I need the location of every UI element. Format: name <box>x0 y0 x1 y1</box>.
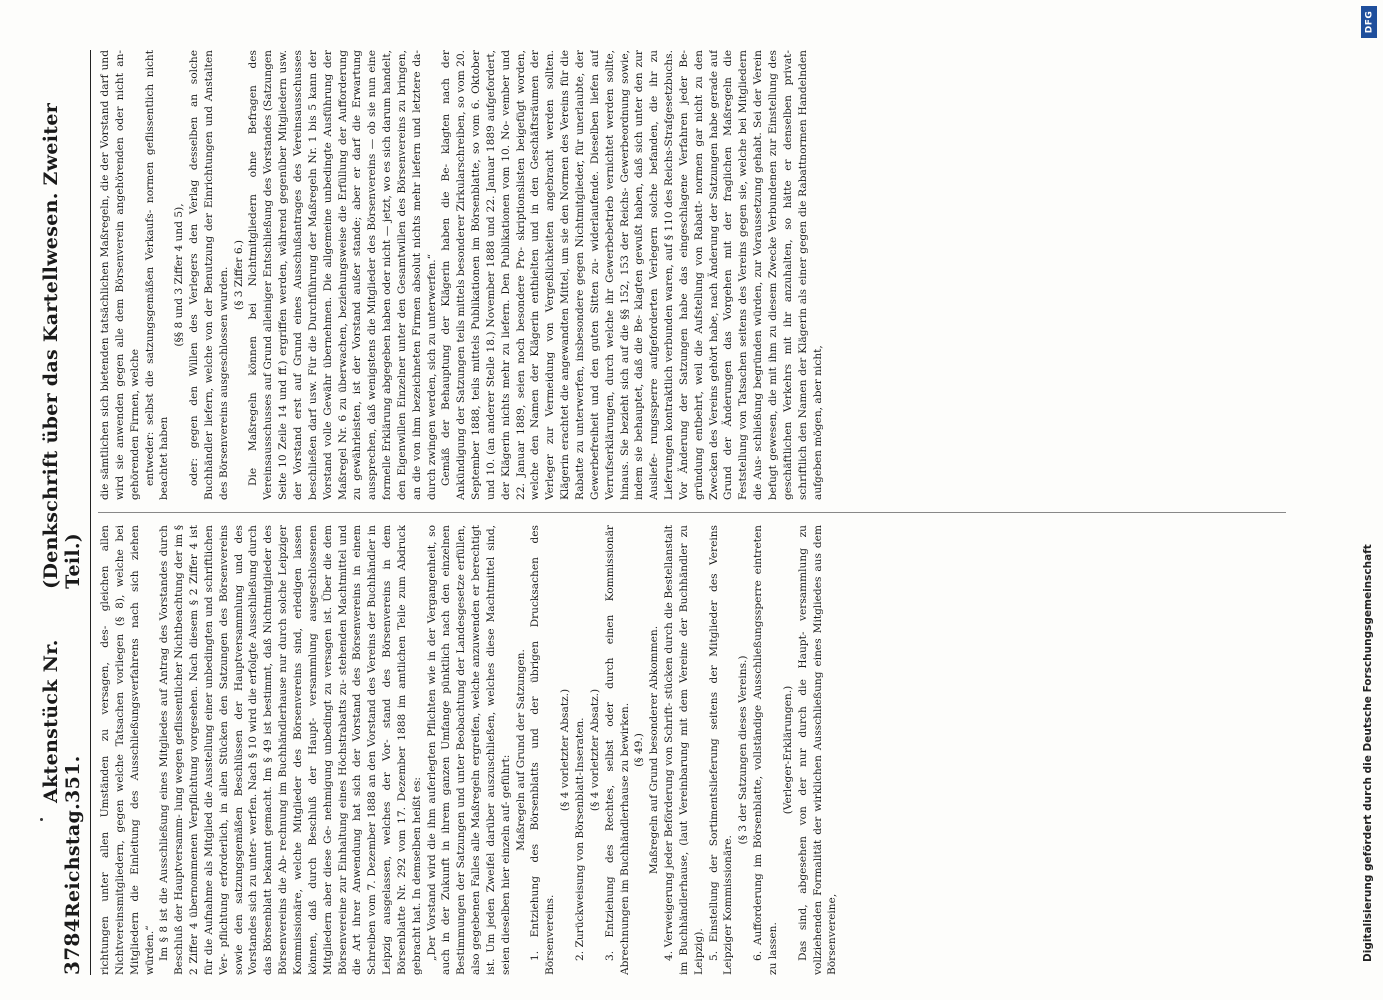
paragraph: Maßregeln auf Grund der Satzungen. <box>514 649 527 851</box>
paragraph: (§ 4 vorletzter Absatz.) <box>588 688 601 812</box>
paragraph: Maßregeln auf Grund besonderer Abkommen. <box>648 625 661 875</box>
rotated-page-content <box>40 50 1290 975</box>
page-header <box>40 50 84 975</box>
paragraph: (§ 3 Ziffer 6.) <box>232 239 245 311</box>
paragraph: 6. Aufforderung im Börsenblatte, vollständige Ausschließungssperre eintreten zu lassen. <box>752 525 779 975</box>
paragraph: (§§ 8 und 3 Ziffer 4 und 5), <box>173 203 186 347</box>
header-rule <box>90 50 91 975</box>
paragraph: 2. Zurückweisung von Börsenblatt-Inseraten. <box>574 717 586 961</box>
header-right-title: (Denkschrift über das Kartellwesen. Zweiter Teil.) <box>40 102 84 589</box>
left-column <box>98 525 1286 975</box>
dfg-logo-text: DFG <box>1364 10 1375 34</box>
scan-speck <box>40 818 43 821</box>
paragraph: Gemäß der Behauptung der Klägerin haben die Be- klagten nach der Ankündigung der Satzungen teils mittels besonderer Zirkularschreiben, so vom 20. September 1888, teils mittels Publikationen im Börsenblatte, so vom 6. Oktober und 10. (an anderer Stelle 18.) November 1888 und 22. Januar 1889 aufgefordert, der Klägerin nichts mehr zu liefern. Den Publikationen vom 10. No- vember und 22. Januar 1889, seien noch besondere Pro- skriptionslisten beigefügt worden, welche den Namen der Klägerin enthielten und in den Geschäftsräumen der Verleger zur Vermeidung von Vergeßlichkeiten angebracht werden sollten. Klägerin erachtet die angewandten Mittel, um sie den Normen des Vereins für die Rabatte zu unterwerfen, insbesondere gegen Nichtmitglieder, für unerlaubte, der Gewerbefreiheit und den guten Sitten zu- widerlaufende. Dieselben liefen auf Verrufserklärungen, durch welche ihr Gewerbebetrieb vernichtet werden sollte, hinaus. Sie bezieht sich auf die §§ 152, 153 der Reichs- Gewerbeordnung sowie, indem sie behauptet, daß die Be- klagten gewußt haben, daß sich unter den zur Ausliefe- rungssperre aufgeforderten Verlegern solche befanden, die ihr zu Lieferungen kontraktlich verbunden waren, auf § 110 des Reichs-Strafgesetzbuchs. Vor Änderung der Satzungen habe das eingeschlagene Verfahren jeder Be- gründung entbehrt, weil die Aufstellung von Rabatt- normen gar nicht zu den Zwecken des Vereins gehört habe, nach Änderung der Satzungen habe gerade auf Grund der Änderungen das Vorgehen mit der fraglichen Maßregeln die Feststellung von Tatsachen seitens des Vereins gegen sie, welche bei Mitgliedern die Aus- schließung begründen würden, zur Voraussetzung gehabt. Sei der Verein befugt gewesen, die mit ihm zu diesem Zwecke Verbundenen zur Einstellung des geschäftlichen Verkehrs mit ihr anzuhalten, so hätte er denselben privat- schriftlich den Namen der Klägerin als einer gegen die Rabattnormen Handelnden aufgeben mögen, aber nicht, <box>440 50 824 500</box>
paragraph: 4. Verweigerung jeder Beförderung von Schrift- stücken durch die Bestellanstalt im Buchhändlerhause, (laut Vereinbarung mit dem Vereine der Buchhändler zu Leipzig). <box>663 525 705 975</box>
paragraph: entweder: selbst die satzungsgemäßen Verkaufs- normen geflissentlich nicht beachtet haben <box>143 50 171 500</box>
paragraph: (§ 4 vorletzter Absatz.) <box>559 688 572 812</box>
paragraph: (§ 3 der Satzungen dieses Vereins.) <box>737 655 750 845</box>
header-center-title: Aktenstück Nr. 351. <box>40 639 84 803</box>
paragraph: „Der Vorstand wird die ihm auferlegten Pflichten wie in der Vergangenheit, so auch in der Zukunft in ihrem ganzen Umfange pünktlich nach den einzelnen Bestimmungen der Satzungen und unter Beobachtung der Landesgesetze erfüllen, also gegebenen Falles alle Maßregeln ergreifen, welche anzuwenden er berechtigt ist. Um jeden Zweifel darüber auszuschließen, welches diese Machtmittel sind, seien dieselben hier einzeln auf- geführt: <box>425 525 512 975</box>
column-divider <box>98 512 1286 513</box>
right-column <box>98 50 1286 500</box>
paragraph: 1. Entziehung des Börsenblatts und der übrigen Drucksachen des Börsenvereins. <box>529 525 557 975</box>
paragraph: die sämtlichen sich bietenden tatsächlichen Maßregeln, die der Vorstand darf und wird sie anwenden gegen alle dem Börsenverein angehörenden oder nicht an- gehörenden Firmen, welche <box>99 50 141 500</box>
digitization-credit: Digitalisierung gefördert durch die Deutsche Forschungsgemeinschaft <box>1362 544 1374 962</box>
paragraph: Die Maßregeln können bei Nichtmitgliedern ohne Befragen des Vereinsausschusses auf Grund alleiniger Entschließung des Vorstandes (Satzungen Seite 10 Zeile 14 und ff.) ergriffen werden, während gegenüber Mitgliedern usw. der Vorstand erst auf Grund eines Ausschußantrages des Vereinsausschusses beschließen darf usw. Für die Durchführung der Maßregeln Nr. 1 bis 5 kann der Vorstand volle Gewähr übernehmen. Die allgemeine unbedingte Ausführung der Maßregel Nr. 6 zu überwachen, beziehungsweise die Erfüllung der Aufforderung zu gewährleisten, ist der Vorstand außer stande; aber er darf die Erwartung aussprechen, daß wenigstens die Mitglieder des Börsenvereins — ob sie nun eine formelle Erklärung abgegeben haben oder nicht — jetzt, wo es sich darum handelt, den Eigenwillen Einzelner unter den Gesamtwillen des Börsenvereins zu bringen, an die von ihm bezeichneten Firmen absolut nichts mehr liefern und letztere da- durch zwingen werden, sich zu unterwerfen.“ <box>247 50 438 500</box>
header-left-title: Reichstag. <box>62 802 84 919</box>
paragraph: richtungen unter allen Umständen zu versagen, des- gleichen allen Nichtvereinsmitgliedern, gegen welche Tatsachen vorliegen (§ 8), welche bei Mitgliedern die Einleitung des Ausschließungsverfahrens nach sich ziehen würden.“ <box>99 525 156 975</box>
paragraph: Das sind, abgesehen von der nur durch die Haupt- versammlung zu vollziehenden Formalität der wirklichen Ausschließung eines Mitgliedes aus dem Börsenvereine, <box>796 525 839 975</box>
paragraph: 3. Entziehung des Rechtes, selbst oder durch einen Kommissionär Abrechnungen im Buchhändlerhause zu bewirken. <box>603 525 631 975</box>
paragraph: oder: gegen den Willen des Verlegers den Verlag desselben an solche Buchhändler liefern, welche von der Benutzung der Einrichtungen und Anstalten des Börsenvereins ausgeschlossen wurden. <box>188 50 230 500</box>
paragraph: Im § 8 ist die Ausschließung eines Mitgliedes auf Antrag des Vorstandes durch Beschluß der Hauptversamm- lung wegen geflissentlicher Nichtbeachtung der im § 2 Ziffer 4 übernommenen Verpflichtung vorgesehen. Nach diesem § 2 Ziffer 4 ist für die Aufnahme als Mitglied die Ausstellung einer unbedingten und schriftlichen Ver- pflichtung erforderlich, in allen Stücken den Satzungen des Börsenvereins sowie den satzungsgemäßen Beschlüssen der Hauptversammlung und des Vorstandes sich zu unter- werfen. Nach § 10 wird die erfolgte Ausschließung durch das Börsenblatt bekannt gemacht. Im § 49 ist bestimmt, daß Nichtmitglieder des Börsenvereins die Ab- rechnung im Buchhändlerhause nur durch solche Leipziger Kommissionäre, welche Mitglieder des Börsenvereins sind, erledigen lassen können, daß durch Beschluß der Haupt- versammlung ausgeschlossenen Mitgliedern aber diese Ge- nehmigung unbedingt zu versagen ist. Über die dem Börsenvereine zur Einhaltung eines Höchstrabatts zu- stehenden Machtmittel und die Art ihrer Anwendung hat sich der Vorstand des Börsenvereins in einem Schreiben vom 7. Dezember 1888 an den Vorstand des Vereins der Buchhändler in Leipzig ausgelassen, welches der Vor- stand des Börsenvereins in dem Börsenblatte Nr. 292 vom 17. Dezember 1888 im amtlichen Teile zum Abdruck gebracht hat. In demselben heißt es: <box>158 525 423 975</box>
paragraph: 5. Einstellung der Sortimentslieferung seitens der Mitglieder des Vereins Leipziger Kommissionäre. <box>707 525 735 975</box>
paragraph: (§ 49.) <box>633 733 646 767</box>
paragraph: (Verleger-Erklärungen.) <box>781 685 794 815</box>
page-number: 3784 <box>60 918 84 975</box>
